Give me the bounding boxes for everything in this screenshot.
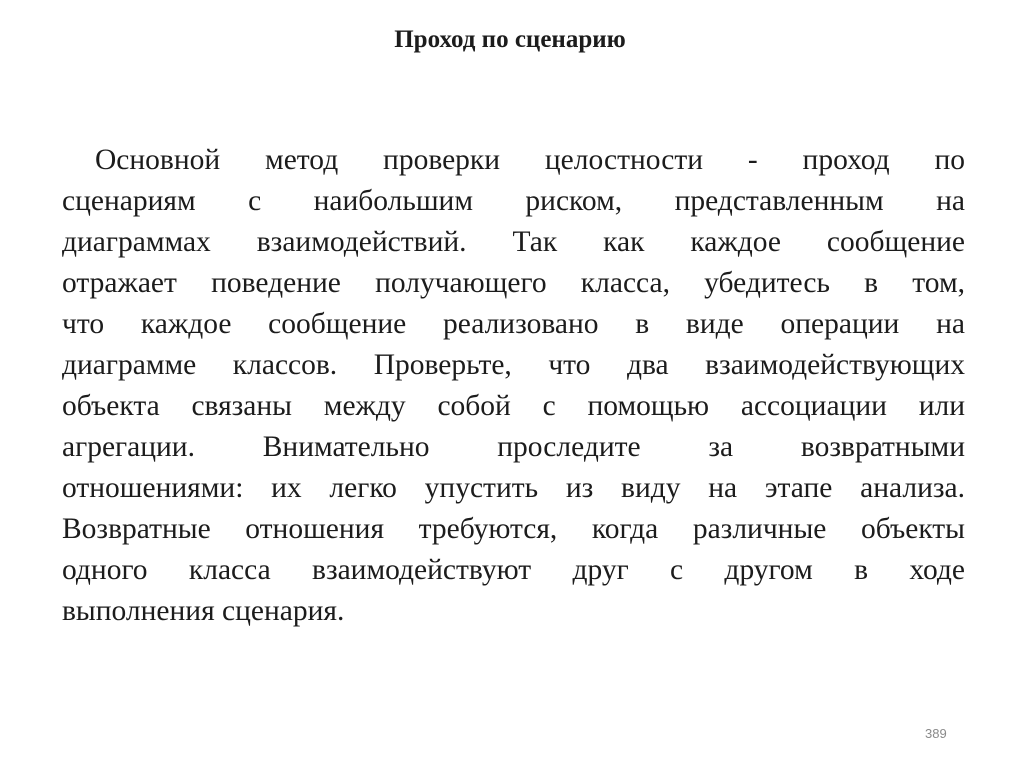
paragraph-line: объекта связаны между собой с помощью ассоциации или [62,390,965,422]
paragraph-line: выполнения сценария. [62,595,345,627]
page-number: 389 [925,726,947,741]
paragraph-line: что каждое сообщение реализовано в виде операции на [62,308,965,340]
body-paragraph [62,140,965,632]
paragraph-line: диаграмме классов. Проверьте, что два взаимодействующих [62,349,965,381]
slide-title: Проход по сценарию [394,26,626,53]
paragraph-line: сценариям с наибольшим риском, представленным на [62,185,965,217]
paragraph-line: одного класса взаимодействуют друг с другом в ходе [62,554,965,586]
paragraph-line: агрегации. Внимательно проследите за возвратными [62,431,965,463]
paragraph-line: диаграммах взаимодействий. Так как каждое сообщение [62,226,965,258]
paragraph-line: Основной метод проверки целостности - проход по [95,144,965,176]
paragraph-line: Возвратные отношения требуются, когда различные объекты [62,513,965,545]
paragraph-line: отражает поведение получающего класса, убедитесь в том, [62,267,965,299]
paragraph-line: отношениями: их легко упустить из виду на этапе анализа. [62,472,965,504]
